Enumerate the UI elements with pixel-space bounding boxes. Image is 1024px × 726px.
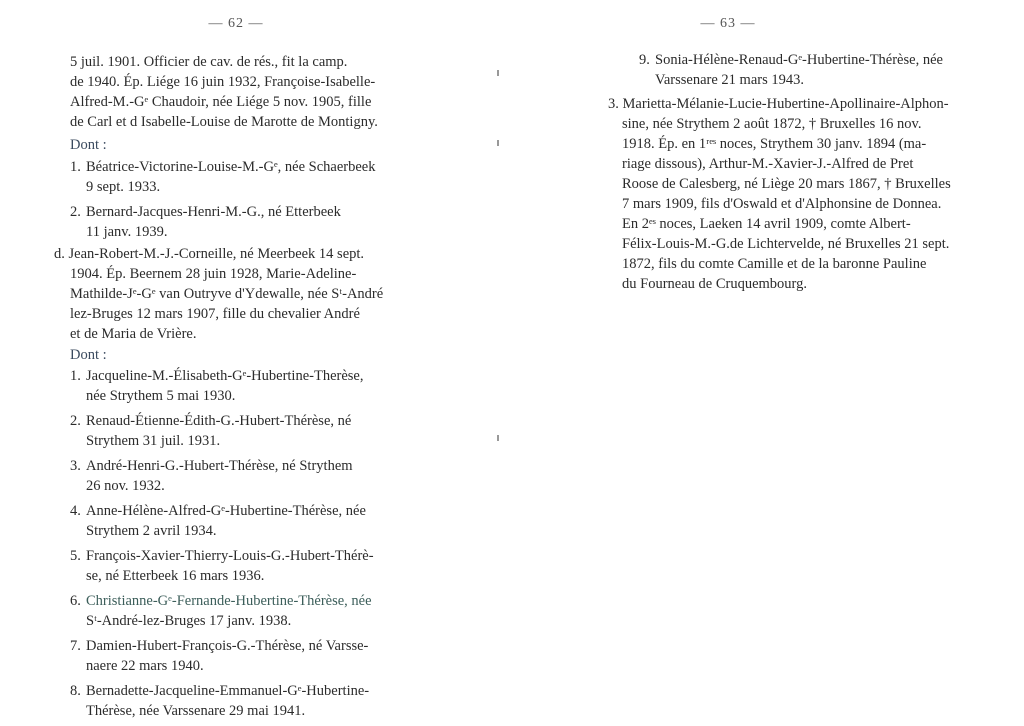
text-line: 1872, fils du comte Camille et de la baronne Pauline: [622, 256, 927, 272]
child-name-line: Sonia-Hélène-Renaud-Gᵉ-Hubertine-Thérèse, née: [655, 52, 943, 68]
text-line: du Fourneau de Cruquembourg.: [622, 276, 807, 292]
child-entry: [70, 202, 412, 242]
child-detail-line: Strythem 31 juil. 1931.: [86, 433, 221, 449]
text-line: d. Jean-Robert-M.-J.-Corneille, né Meerbeek 14 sept.: [54, 246, 365, 262]
child-entry: [70, 157, 412, 197]
text-line: de Carl et d Isabelle-Louise de Marotte de Montigny.: [70, 114, 378, 130]
gutter-mark: [497, 70, 499, 76]
child-detail-line: naere 22 mars 1940.: [86, 658, 204, 674]
child-number: 9.: [639, 52, 650, 68]
page-number-left: — 62 —: [208, 16, 264, 31]
child-entry: [70, 546, 412, 586]
text-line: 1918. Ép. en 1ʳᵉˢ noces, Strythem 30 janv. 1894 (ma-: [622, 136, 927, 152]
text-line: 5 juil. 1901. Officier de cav. de rés., fit la camp.: [70, 54, 348, 70]
text-line: lez-Bruges 12 mars 1907, fille du chevalier André: [70, 306, 360, 322]
child-detail-line: 26 nov. 1932.: [86, 478, 165, 494]
text-line: Mathilde-Jᵉ-Gᵉ van Outryve d'Ydewalle, née Sᵗ-André: [70, 286, 384, 302]
child-name-line: Béatrice-Victorine-Louise-M.-Gᵉ, née Schaerbeek: [86, 159, 376, 175]
child-name-line: Jacqueline-M.-Élisabeth-Gᵉ-Hubertine-Therèse,: [86, 368, 364, 384]
child-number: 7.: [70, 638, 81, 654]
child-name-line: André-Henri-G.-Hubert-Thérèse, né Strythem: [86, 458, 353, 474]
child-entry: [70, 636, 412, 676]
text-line: et de Maria de Vrière.: [70, 326, 197, 342]
child-name-line: Bernard-Jacques-Henri-M.-G., né Etterbeek: [86, 204, 341, 220]
child-name-line: Renaud-Étienne-Édith-G.-Hubert-Thérèse, né: [86, 413, 352, 429]
child-name-line: Bernadette-Jacqueline-Emmanuel-Gᵉ-Hubertine-: [86, 683, 370, 699]
text-line: sine, née Strythem 2 août 1872, † Bruxelles 16 nov.: [622, 116, 922, 132]
text-line: 1904. Ép. Beernem 28 juin 1928, Marie-Adeline-: [70, 266, 357, 282]
text-line: 7 mars 1909, fils d'Oswald et d'Alphonsine de Donnea.: [622, 196, 942, 212]
child-number: 2.: [70, 204, 81, 220]
text-line: Félix-Louis-M.-G.de Lichtervelde, né Bruxelles 21 sept.: [622, 236, 950, 252]
child-number: 8.: [70, 683, 81, 699]
child-name-line: Christianne-Gᵉ-Fernande-Hubertine-Thérèse, née: [86, 593, 372, 609]
dont-heading-2: Dont :: [70, 347, 107, 363]
dont-heading-1: Dont :: [70, 137, 107, 153]
child-entry: [70, 501, 412, 541]
child-detail-line: Strythem 2 avril 1934.: [86, 523, 217, 539]
child-entry: [70, 591, 412, 631]
text-line: Alfred-M.-Gᵉ Chaudoir, née Liége 5 nov. 1905, fille: [70, 94, 372, 110]
text-line: En 2ᵉˢ noces, Laeken 14 avril 1909, comte Albert-: [622, 216, 911, 232]
children-list-1: [70, 157, 412, 247]
child-name-line: François-Xavier-Thierry-Louis-G.-Hubert-Thérè-: [86, 548, 374, 564]
text-line: Roose de Calesberg, né Liège 20 mars 1867, † Bruxelles: [622, 176, 951, 192]
child-detail-line: Varssenare 21 mars 1943.: [655, 72, 804, 88]
left-intro-paragraph: [70, 52, 412, 132]
child-detail-line: 9 sept. 1933.: [86, 179, 161, 195]
child-number: 2.: [70, 413, 81, 429]
child-number: 3.: [70, 458, 81, 474]
text-line: 3. Marietta-Mélanie-Lucie-Hubertine-Apollinaire-Alphon-: [608, 96, 949, 112]
gutter-mark: [497, 435, 499, 441]
child-detail-line: Thérèse, née Varssenare 29 mai 1941.: [86, 703, 306, 719]
children-list-2: [70, 366, 412, 726]
text-line: riage dissous), Arthur-M.-Xavier-J.-Alfred de Pret: [622, 156, 914, 172]
entry-3-paragraph: [608, 94, 982, 294]
page-number-right: — 63 —: [700, 16, 756, 31]
gutter-mark: [497, 140, 499, 146]
child-detail-line: 11 janv. 1939.: [86, 224, 168, 240]
text-line: de 1940. Ép. Liége 16 juin 1932, Françoise-Isabelle-: [70, 74, 376, 90]
child-number: 1.: [70, 368, 81, 384]
child-entry: [70, 411, 412, 451]
child-number: 5.: [70, 548, 81, 564]
child-entry: [70, 681, 412, 721]
child-name-line: Anne-Hélène-Alfred-Gᵉ-Hubertine-Thérèse, née: [86, 503, 366, 519]
child-name-line: Damien-Hubert-François-G.-Thérèse, né Varsse-: [86, 638, 369, 654]
child-detail-line: se, né Etterbeek 16 mars 1936.: [86, 568, 265, 584]
child-number: 1.: [70, 159, 81, 175]
child-detail-line: Sᵗ-André-lez-Bruges 17 janv. 1938.: [86, 613, 292, 629]
child-number: 4.: [70, 503, 81, 519]
child-entry: [70, 366, 412, 406]
left-page: [0, 0, 512, 717]
child-detail-line: née Strythem 5 mai 1930.: [86, 388, 236, 404]
right-page: [512, 0, 1024, 717]
child-entry-9: [639, 50, 981, 90]
entry-d-paragraph: [54, 244, 412, 344]
child-number: 6.: [70, 593, 81, 609]
child-entry: [70, 456, 412, 496]
